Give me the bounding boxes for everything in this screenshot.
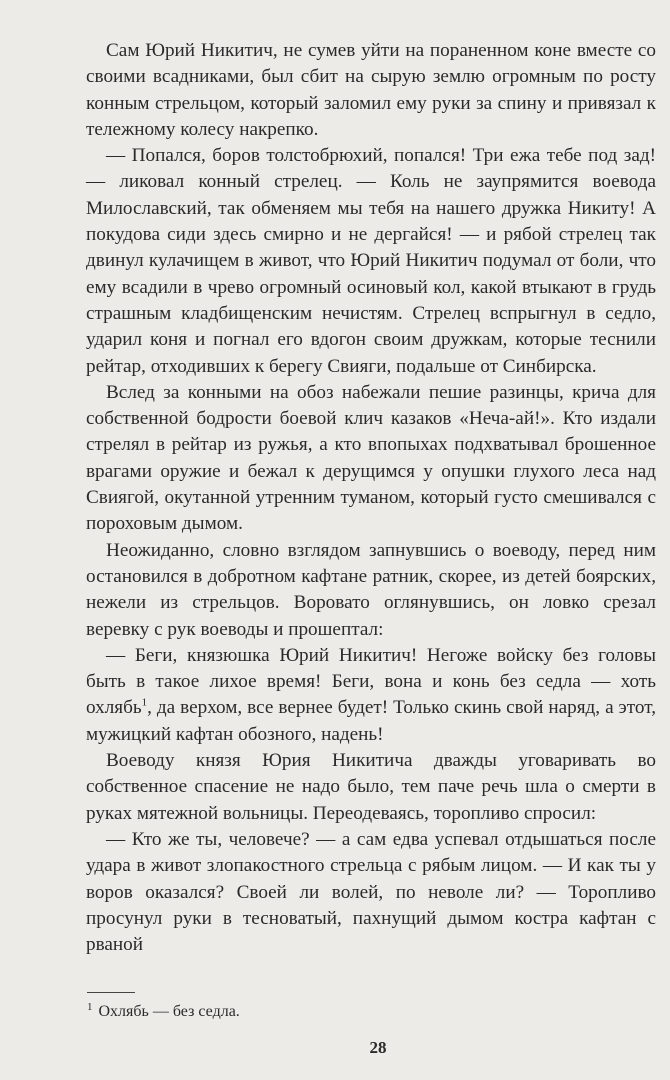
paragraph-2: — Попался, боров толстобрюхий, попался! Три ежа тебе под зад! — ликовал конный стрелец. — Коль не заупрямится воевода Милославский, так обменяем мы тебя на нашего дружка Никиту! А покудова сиди здесь смирно и не дергайся! — и рябой стрелец так двинул кулачищем в живот, что Юрий Никитич подумал от боли, что ему всадили в чрево огромный осиновый кол, какой втыкают в грудь страшным кладбищенским нечистям. Стрелец вспрыгнул в седло, ударил коня и погнал его вдогон своим дружкам, которые теснили рейтар, отходивших к берегу Свияги, подальше от Синбирска. [86,145,656,377]
paragraph-6: Воеводу князя Юрия Никитича дважды уговаривать во собственное спасение не надо было, тем паче речь шла о смерти в руках мятежной вольницы. Переодеваясь, торопливо спросил: [86,750,656,824]
paragraph-3: Вслед за конными на обоз набежали пешие разинцы, крича для собственной бодрости боевой клич казаков «Неча-ай!». Кто издали стрелял в рейтар из ружья, а кто впопыхах подхватывал брошенное врагами оружие и бежал к дерущимся у опушки глухого леса над Свиягой, окутанной утренним туманом, который густо смешивался с пороховым дымом. [86,381,656,535]
paragraph-5 [86,643,656,748]
main-text [86,38,656,958]
footnote-divider [87,992,135,993]
paragraph-5-text-after: , да верхом, все вернее будет! Только скинь свой наряд, а этот, мужицкий кафтан обозного, надень! [86,697,656,745]
footnote-mark: 1 [87,1000,93,1013]
paragraph-1: Сам Юрий Никитич, не сумев уйти на пораненном коне вместе со своими всадниками, был сбит на сырую землю огромным по росту конным стрельцом, который заломил ему руки за спину и привязал к тележному колесу накрепко. [86,40,656,140]
footnote [87,1002,240,1022]
footnote-reference: 1 [141,697,148,710]
paragraph-4: Неожиданно, словно взглядом запнувшись о воеводу, перед ним остановился в добротном кафтане ратник, скорее, из детей боярских, нежели из стрельцов. Воровато оглянувшись, он ловко срезал веревку с рук воеводы и прошептал: [86,539,656,640]
paragraph-7: — Кто же ты, человече? — а сам едва успевал отдышаться после удара в живот злопакостного стрельца с рябым лицом. — И как ты у воров оказался? Своей ли волей, по неволе ли? — Торопливо просунул руки в тесноватый, пахнущий дымом костра кафтан с рваной [86,828,656,956]
page-number: 28 [369,1038,387,1057]
paragraph-5-text-before: — Беги, князюшка Юрий Никитич! Негоже войску без головы быть в такое лихое время! Беги, вона и конь без седла — хоть охлябь [86,644,656,719]
footnote-text: Охлябь — без седла. [98,1003,240,1020]
